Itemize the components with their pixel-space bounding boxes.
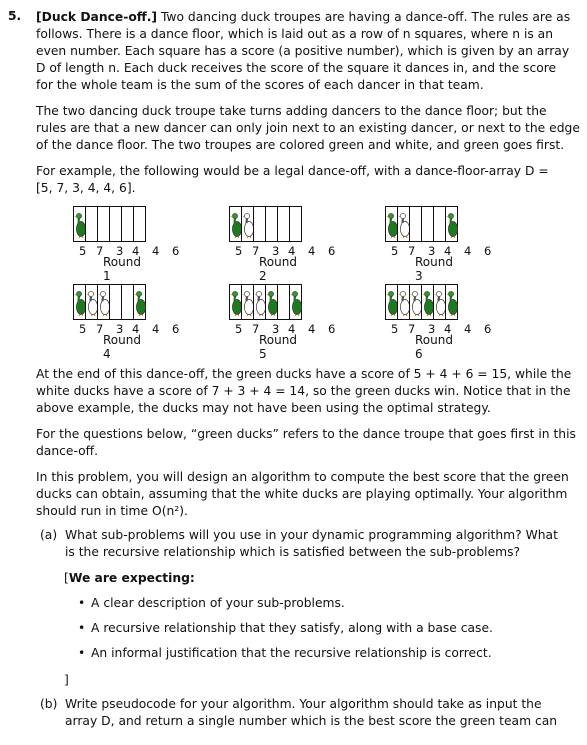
- round-label: Round 1: [103, 255, 141, 283]
- floor-square: [445, 206, 458, 242]
- round-label: Round 3: [415, 255, 453, 283]
- square-score: 3: [428, 322, 436, 336]
- dance-floor-row: [229, 284, 302, 320]
- result-line-1: At the end of this dance-off, the green ducks have a score of 5 + 4 + 6 = 15, while the: [36, 367, 572, 381]
- square-score: 4: [288, 244, 296, 258]
- bullet-dot-icon: •: [78, 621, 86, 635]
- intro-line-2: follows. There is a dance floor, which is laid out as a row of n squares, where n is an: [36, 26, 554, 41]
- square-score: 4: [464, 244, 472, 258]
- floor-square: [133, 284, 146, 320]
- part-b-line-2: array D, and return a single number which is the best score the green team can: [65, 713, 558, 728]
- square-score: 7: [96, 322, 104, 336]
- intro-line-5: for the whole team is the sum of the scores of each dancer in that team.: [36, 77, 484, 92]
- round-label: Round 2: [259, 255, 297, 283]
- square-score: 4: [308, 322, 316, 336]
- bullet-dot-icon: •: [78, 596, 86, 610]
- result-paragraph: [36, 366, 572, 417]
- square-score: 4: [464, 322, 472, 336]
- intro-line-4: D of length n. Each duck receives the score of the square it dances in, and the score: [36, 60, 557, 75]
- square-score: 3: [272, 322, 280, 336]
- result-line-3: above example, the ducks may not have been using the optimal strategy.: [36, 400, 491, 415]
- square-score: 5: [79, 244, 87, 258]
- square-score: 3: [272, 244, 280, 258]
- square-score: 5: [235, 322, 243, 336]
- square-score: 7: [252, 244, 260, 258]
- dance-floor-row: [73, 206, 146, 242]
- dance-floor-row: [385, 284, 458, 320]
- square-score: 4: [152, 244, 160, 258]
- rules-line-2: rules are that a new dancer can only join next to an existing dancer, or next to the edge: [36, 120, 580, 135]
- square-score: 3: [116, 244, 124, 258]
- square-score: 6: [328, 322, 336, 336]
- square-score: 7: [408, 244, 416, 258]
- part-a-line-1: What sub-problems will you use in your dynamic programming algorithm? What: [65, 528, 558, 542]
- example-paragraph: [36, 163, 549, 197]
- rules-paragraph: [36, 103, 580, 154]
- round-label: Round 5: [259, 333, 297, 361]
- task-line-1: In this problem, you will design an algorithm to compute the best score that the green: [36, 470, 569, 484]
- square-score: 4: [288, 322, 296, 336]
- square-score: 4: [444, 322, 452, 336]
- definition-paragraph: [36, 426, 576, 460]
- part-b-line-1: Write pseudocode for your algorithm. Your algorithm should take as input the: [65, 697, 542, 711]
- expectation-label: We are expecting:: [68, 571, 195, 585]
- example-line-1: For example, the following would be a legal dance-off, with a dance-floor-array D =: [36, 164, 549, 178]
- part-a-line-2: is the recursive relationship which is satisfied between the sub-problems?: [65, 544, 521, 559]
- intro-line-1: [Duck Dance-off.] Two dancing duck troupes are having a dance-off. The rules are as: [36, 10, 571, 24]
- square-score: 3: [116, 322, 124, 336]
- problem-title: [Duck Dance-off.]: [36, 10, 158, 24]
- problem-page: 5. [Duck Dance-off.] Two dancing duck troupes are having a dance-off. The rules are as follows. There is a dance floor, which is laid out as a row of n squares, where n is an even number. Each square has a score (a positive number), which is given by an array D of length n. Each duck receives the score of the square it dances in, and the score for the whole team is the sum of the scores of each dancer in that team. The two dancing duck troupe take turns adding dancers to the dance floor; but the rules are that a new dancer can only join next to an existing dancer, or next to the edge of the dance floor. The two troupes are colored green and white, and green goes first. For example, the following would be a legal dance-off, with a dance-floor-array D = [5, 7, 3, 4, 4, 6]. 5 7 3 4 4 6 Round 1 5 7 3 4 4 6 Round 2 5 7 3 4 4 6 Round 3 5 7 3 4 4 6 Round 4 5 7 3 4 4 6 Round 5 5 7 3 4 4 6 Round 6 At the end of this dance-off, the green ducks have a score of 5 + 4 + 6 = 15, while the white ducks have a score of 7 + 3 + 4 = 14, so the green ducks win. Notice that in the above example, the ducks may not have been using the optimal strategy. For the questions below, “green ducks” refers to the dance troupe that goes first in this dance-off. In this problem, you will design an algorithm to compute the best score that the green ducks can obtain, assuming that the white ducks are playing optimally. Your algorithm should run in time O(n²). (a) What sub-problems will you use in your dynamic programming algorithm? What is the recursive relationship which is satisfied between the sub-problems? [We are expecting: • A clear description of your sub-problems. • A recursive relationship that they satisfy, along with a base case. • An informal justification that the recursive relationship is correct. ] (b) Write pseudocode for your algorithm. Your algorithm should take as input the array D, and return a single number which is the best score the green team can: [8, 9, 580, 728]
- round-label: Round 4: [103, 333, 141, 361]
- task-line-3: should run in time O(n²).: [36, 503, 188, 518]
- square-score: 4: [132, 244, 140, 258]
- expectation-heading: [We are expecting:: [64, 571, 195, 585]
- task-line-2: ducks can obtain, assuming that the white ducks are playing optimally. Your algorithm: [36, 486, 568, 501]
- bullet-dot-icon: •: [78, 646, 86, 660]
- problem-number: 5.: [8, 9, 22, 23]
- result-line-2: white ducks have a score of 7 + 3 + 4 = 14, so the green ducks win. Notice that in the: [36, 383, 571, 398]
- square-score: 4: [132, 322, 140, 336]
- square-score: 7: [252, 322, 260, 336]
- square-score: 3: [428, 244, 436, 258]
- example-line-2: [5, 7, 3, 4, 4, 6].: [36, 180, 136, 195]
- square-score: 6: [172, 244, 180, 258]
- floor-square: [289, 206, 302, 242]
- square-score: 5: [235, 244, 243, 258]
- square-score: 6: [172, 322, 180, 336]
- intro-line-3: even number. Each square has a score (a positive number), which is given by an array: [36, 43, 570, 58]
- square-score: 7: [96, 244, 104, 258]
- square-score: 6: [484, 244, 492, 258]
- square-score: 5: [79, 322, 87, 336]
- intro-paragraph: [36, 9, 571, 94]
- square-score: 5: [391, 322, 399, 336]
- floor-square: [133, 206, 146, 242]
- expectation-close: ]: [64, 673, 69, 687]
- rules-line-1: The two dancing duck troupe take turns adding dancers to the dance floor; but the: [36, 104, 547, 118]
- square-score: 7: [408, 322, 416, 336]
- task-paragraph: [36, 469, 569, 520]
- part-b-label: (b): [40, 697, 58, 711]
- dance-floor-row: [385, 206, 458, 242]
- round-label: Round 6: [415, 333, 453, 361]
- square-score: 4: [308, 244, 316, 258]
- dance-floor-row: [229, 206, 302, 242]
- floor-square: [445, 284, 458, 320]
- square-score: 4: [152, 322, 160, 336]
- square-score: 4: [444, 244, 452, 258]
- square-score: 6: [484, 322, 492, 336]
- definition-line-2: dance-off.: [36, 443, 99, 458]
- dance-floor-row: [73, 284, 146, 320]
- part-a-label: (a): [40, 528, 58, 542]
- square-score: 6: [328, 244, 336, 258]
- floor-square: [289, 284, 302, 320]
- square-score: 5: [391, 244, 399, 258]
- definition-line-1: For the questions below, “green ducks” refers to the dance troupe that goes first in this: [36, 427, 576, 441]
- rules-line-3: of the dance floor. The two troupes are colored green and white, and green goes first.: [36, 137, 565, 152]
